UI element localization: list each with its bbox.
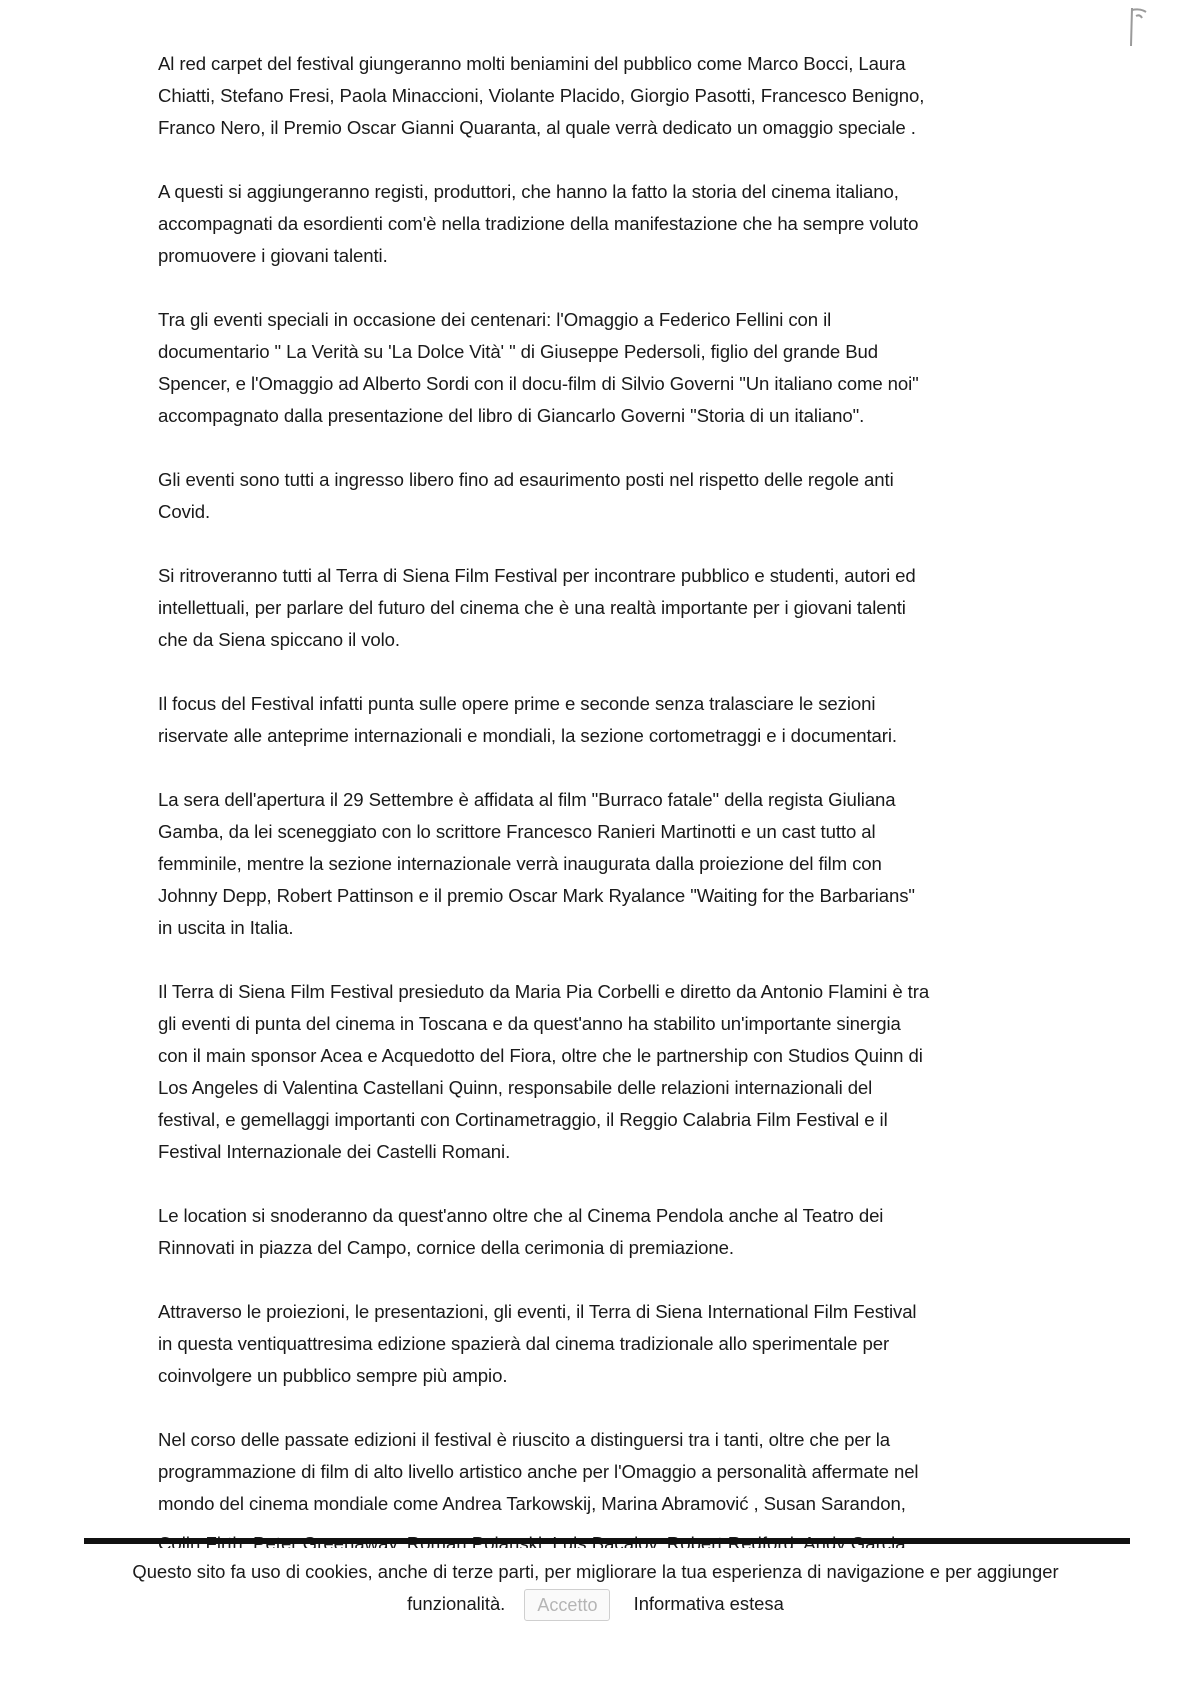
paragraph-line: in uscita in Italia.: [158, 917, 294, 938]
paragraph-line: Il Terra di Siena Film Festival presieduto da Maria Pia Corbelli e diretto da Antonio Flamini è tra: [158, 981, 930, 1002]
paragraph-line: che da Siena spiccano il volo.: [158, 629, 400, 650]
paragraph-line: Franco Nero, il Premio Oscar Gianni Quaranta, al quale verrà dedicato un omaggio speciale .: [158, 117, 916, 138]
paragraph-line: con il main sponsor Acea e Acquedotto del Fiora, oltre che le partnership con Studios Quinn di: [158, 1045, 923, 1066]
article-paragraph: [158, 784, 1058, 944]
paragraph-line: Gamba, da lei sceneggiato con lo scrittore Francesco Ranieri Martinotti e un cast tutto al: [158, 821, 876, 842]
paragraph-line: gli eventi di punta del cinema in Toscana e da quest'anno ha stabilito un'importante sinergia: [158, 1013, 901, 1034]
article-paragraph: [158, 976, 1058, 1168]
paragraph-line: documentario " La Verità su 'La Dolce Vità' " di Giuseppe Pedersoli, figlio del grande Bud: [158, 341, 879, 362]
paragraph-line: riservate alle anteprime internazionali e mondiali, la sezione cortometraggi e i documentari.: [158, 725, 897, 746]
paragraph-line: femminile, mentre la sezione internazionale verrà inaugurata dalla proiezione del film con: [158, 853, 882, 874]
paragraph-line: Nel corso delle passate edizioni il festival è riuscito a distinguersi tra i tanti, oltre che per la: [158, 1429, 891, 1450]
paragraph-line: Le location si snoderanno da quest'anno oltre che al Cinema Pendola anche al Teatro dei: [158, 1205, 884, 1226]
paragraph-line: Si ritroveranno tutti al Terra di Siena Film Festival per incontrare pubblico e studenti, autori ed: [158, 565, 916, 586]
article-paragraph: [158, 464, 1058, 528]
paragraph-line: accompagnato dalla presentazione del libro di Giancarlo Governi "Storia di un italiano".: [158, 405, 865, 426]
accept-cookies-button[interactable]: Accetto: [524, 1589, 610, 1621]
paragraph-line: coinvolgere un pubblico sempre più ampio.: [158, 1365, 508, 1386]
paragraph-line: Spencer, e l'Omaggio ad Alberto Sordi con il docu-film di Silvio Governi "Un italiano come noi": [158, 373, 919, 394]
article-paragraph: [158, 688, 1058, 752]
paragraph-line: Chiatti, Stefano Fresi, Paola Minaccioni, Violante Placido, Giorgio Pasotti, Francesco Benigno,: [158, 85, 925, 106]
paragraph-line: programmazione di film di alto livello artistico anche per l'Omaggio a personalità affermate nel: [158, 1461, 919, 1482]
article-paragraph: [158, 1296, 1058, 1392]
article-paragraph: [158, 560, 1058, 656]
article-paragraph: [158, 48, 1058, 144]
paragraph-line: Il focus del Festival infatti punta sulle opere prime e seconde senza tralasciare le sezioni: [158, 693, 876, 714]
paragraph-line: festival, e gemellaggi importanti con Cortinametraggio, il Reggio Calabria Film Festival e il: [158, 1109, 888, 1130]
article-paragraph: [158, 1424, 1058, 1520]
cookie-policy-link[interactable]: Informativa estesa: [633, 1593, 784, 1614]
cookie-message-end: funzionalità.: [407, 1593, 506, 1614]
article-paragraph: [158, 176, 1058, 272]
paragraph-line: mondo del cinema mondiale come Andrea Tarkowskij, Marina Abramović , Susan Sarandon,: [158, 1493, 906, 1514]
article-paragraph: [158, 1200, 1058, 1264]
paragraph-line: Tra gli eventi speciali in occasione dei centenari: l'Omaggio a Federico Fellini con il: [158, 309, 832, 330]
paragraph-line: Gli eventi sono tutti a ingresso libero fino ad esaurimento posti nel rispetto delle regole anti: [158, 469, 894, 490]
paragraph-line: Johnny Depp, Robert Pattinson e il premio Oscar Mark Ryalance "Waiting for the Barbarians": [158, 885, 915, 906]
cookie-banner: [0, 1548, 1191, 1644]
cookie-message: Questo sito fa uso di cookies, anche di terze parti, per migliorare la tua esperienza di navigazione e per aggiunger: [132, 1561, 1059, 1582]
cookie-actions-row: [0, 1588, 1191, 1621]
article-body: [158, 48, 1058, 1552]
article-paragraph: [158, 304, 1058, 432]
cookie-bar-divider: [84, 1538, 1130, 1544]
paragraph-line: Attraverso le proiezioni, le presentazioni, gli eventi, il Terra di Siena International Film Festival: [158, 1301, 917, 1322]
paragraph-line: A questi si aggiungeranno registi, produttori, che hanno la fatto la storia del cinema italiano,: [158, 181, 899, 202]
paragraph-line: Rinnovati in piazza del Campo, cornice della cerimonia di premiazione.: [158, 1237, 734, 1258]
paragraph-line: accompagnati da esordienti com'è nella tradizione della manifestazione che ha sempre voluto: [158, 213, 919, 234]
paragraph-line: Festival Internazionale dei Castelli Romani.: [158, 1141, 511, 1162]
paragraph-line: Los Angeles di Valentina Castellani Quinn, responsabile delle relazioni internazionali del: [158, 1077, 873, 1098]
paragraph-line: Al red carpet del festival giungeranno molti beniamini del pubblico come Marco Bocci, Laura: [158, 53, 906, 74]
paragraph-line: La sera dell'apertura il 29 Settembre è affidata al film "Burraco fatale" della regista Giuliana: [158, 789, 896, 810]
paragraph-line: Covid.: [158, 501, 211, 522]
paragraph-line: promuovere i giovani talenti.: [158, 245, 388, 266]
paragraph-line: intellettuali, per parlare del futuro del cinema che è una realtà importante per i giovani talenti: [158, 597, 906, 618]
paragraph-line: in questa ventiquattresima edizione spazierà dal cinema tradizionale allo sperimentale per: [158, 1333, 890, 1354]
scan-corner-mark: [1126, 6, 1148, 54]
